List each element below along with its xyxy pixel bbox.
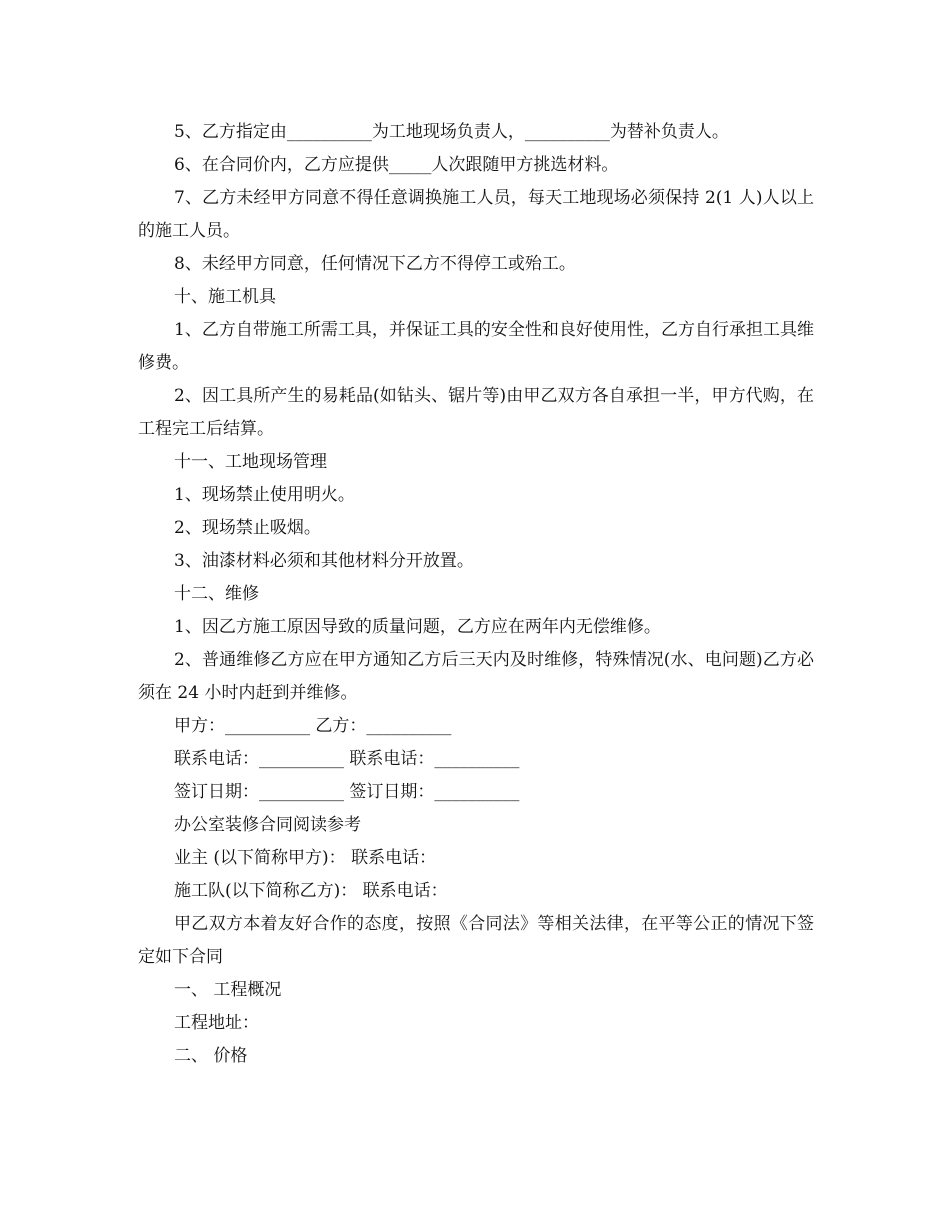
section-heading-tools: 十、施工机具 [174, 287, 276, 307]
section-heading-overview: 一、 工程概况 [174, 980, 282, 1000]
owner-line: 业主 (以下简称甲方)： 联系电话： [174, 848, 437, 868]
preamble: 甲乙双方本着友好合作的态度，按照《合同法》等相关法律，在平等公正的情况下签定如下合同 [138, 914, 814, 967]
signature-phones: 联系电话：__________ 联系电话：__________ [174, 749, 520, 769]
contractor-line: 施工队(以下简称乙方)： 联系电话： [174, 881, 448, 901]
clause-8-no-stoppage: 8、未经甲方同意，任何情况下乙方不得停工或殆工。 [174, 254, 576, 274]
site-clause-1: 1、现场禁止使用明火。 [174, 485, 355, 505]
document-body [138, 116, 814, 1073]
section-heading-price: 二、 价格 [174, 1046, 248, 1066]
clause-7-staffing: 7、乙方未经甲方同意不得任意调换施工人员，每天工地现场必须保持 2(1 人)人以上的施工人员。 [138, 188, 814, 241]
maintenance-clause-1: 1、因乙方施工原因导致的质量问题，乙方应在两年内无偿维修。 [174, 617, 661, 637]
signature-dates: 签订日期：__________ 签订日期：__________ [174, 782, 520, 802]
clause-6-material-selection: 6、在合同价内，乙方应提供_____人次跟随甲方挑选材料。 [174, 155, 619, 175]
section-heading-maintenance: 十二、维修 [174, 584, 259, 604]
site-clause-2: 2、现场禁止吸烟。 [174, 518, 321, 538]
reference-title: 办公室装修合同阅读参考 [174, 815, 361, 835]
maintenance-clause-2: 2、普通维修乙方应在甲方通知乙方后三天内及时维修，特殊情况(水、电问题)乙方必须在 24 小时内赶到并维修。 [138, 650, 814, 703]
site-clause-3: 3、油漆材料必须和其他材料分开放置。 [174, 551, 474, 571]
clause-5-site-manager: 5、乙方指定由__________为工地现场负责人，__________为替补负责人。 [174, 122, 729, 142]
project-address: 工程地址： [174, 1013, 259, 1033]
section-heading-site-management: 十一、工地现场管理 [174, 452, 327, 472]
signature-parties: 甲方：__________ 乙方：__________ [174, 716, 452, 736]
tools-clause-2: 2、因工具所产生的易耗品(如钻头、锯片等)由甲乙双方各自承担一半，甲方代购，在工程完工后结算。 [138, 386, 814, 439]
tools-clause-1: 1、乙方自带施工所需工具，并保证工具的安全性和良好使用性，乙方自行承担工具维修费。 [138, 320, 814, 373]
